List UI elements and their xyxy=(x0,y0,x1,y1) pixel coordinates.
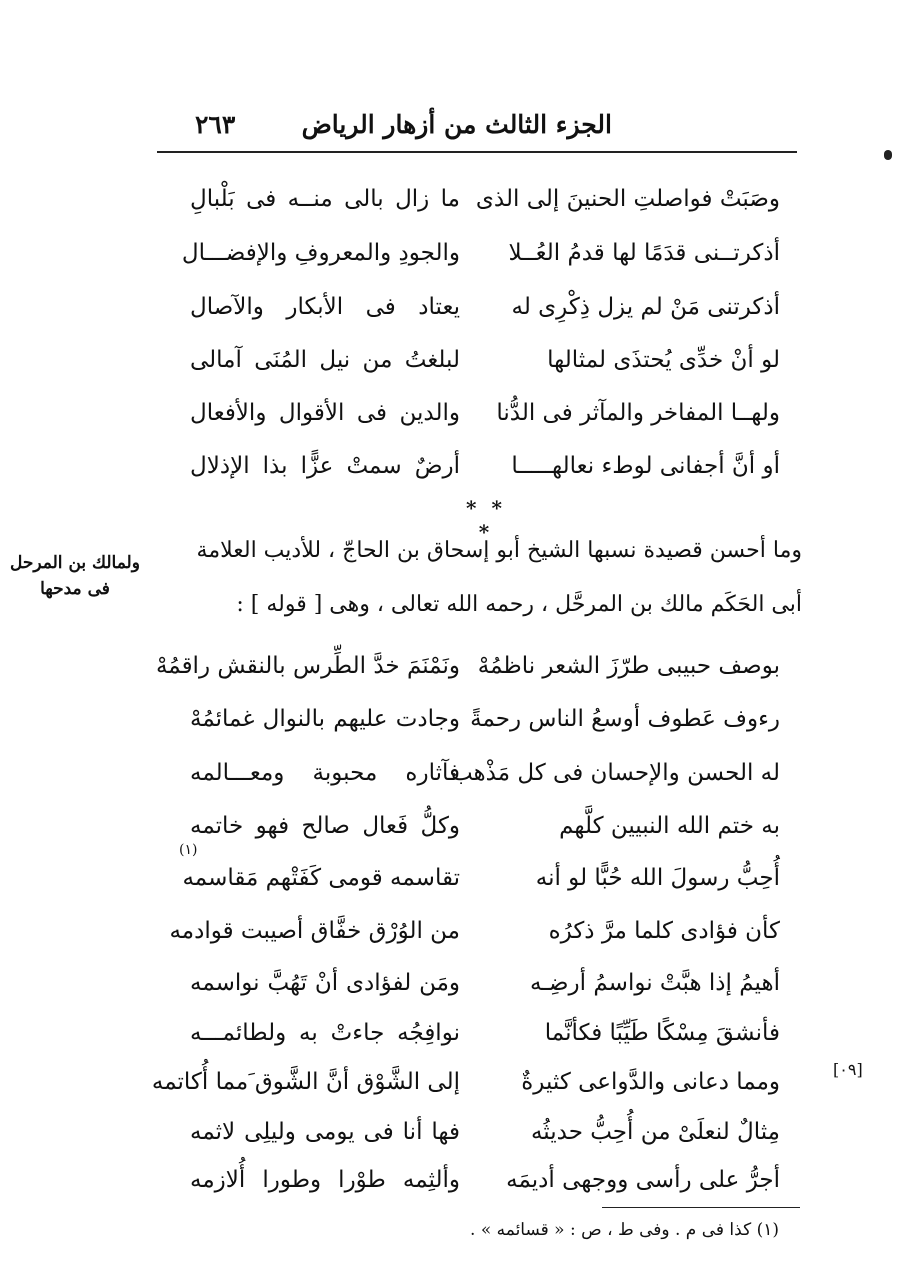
second-hemistich: لبلغتُ من نيل المُنَى آمالى xyxy=(190,347,460,373)
verse-row xyxy=(150,1012,800,1062)
second-hemistich: وجادت عليهم بالنوال غمائمُهْ xyxy=(190,706,460,732)
first-hemistich: له الحسن والإحسان فى كل مَذْهب xyxy=(450,760,780,786)
verse-row xyxy=(150,698,800,748)
footnote-rule xyxy=(602,1207,800,1208)
second-hemistich: ما زال بالى منــه فى بَلْبالِ xyxy=(190,186,460,212)
footnote-reference[interactable]: (١) xyxy=(179,842,198,858)
margin-page-reference: [٠٩] xyxy=(833,1060,863,1079)
first-hemistich: أُحِبُّ رسولَ الله حُبًّا لو أنه xyxy=(535,865,780,891)
second-hemistich: وكلُّ فَعال صالح فهو خاتمه xyxy=(190,813,460,839)
second-hemistich: نوافِجُه جاءتْ به ولطائمـــه xyxy=(190,1020,460,1046)
first-hemistich: أذكرتــنى قدَمًا لها قدمُ العُــلا xyxy=(508,240,780,266)
verse-row xyxy=(150,286,800,336)
verse-row xyxy=(150,962,800,1012)
verse-row xyxy=(150,910,800,960)
verse-row xyxy=(150,178,800,228)
first-hemistich: لو أنْ خدِّى يُحتذَى لمثالها xyxy=(547,347,780,373)
second-hemistich: والدين فى الأقوال والأفعال xyxy=(190,400,460,426)
first-hemistich: وصَبَتْ فواصلتِ الحنينَ إلى الذى xyxy=(475,186,780,212)
margin-note-line: ولمالك بن المرحل xyxy=(10,553,140,573)
verse-row xyxy=(150,445,800,495)
verse-row xyxy=(150,805,800,855)
second-hemistich: من الوُرْق خفَّاق أصيبت قوادمه xyxy=(169,918,460,944)
header-rule xyxy=(157,151,797,153)
verse-row xyxy=(150,1111,800,1161)
first-hemistich: أهيمُ إذا هبَّتْ نواسمُ أرضِـه xyxy=(529,970,780,996)
second-hemistich: أرضٌ سمتْ عزًّا بذا الإذلال xyxy=(190,453,460,479)
verse-row xyxy=(150,232,800,282)
second-hemistich: إلى الشَّوْق أنَّ الشَّوق َمما أُكاتمه xyxy=(151,1069,460,1095)
second-hemistich: يعتاد فى الأبكار والآصال xyxy=(190,294,460,320)
first-hemistich: ومما دعانى والدَّواعى كثيرةٌ xyxy=(521,1069,780,1095)
second-hemistich: ومَن لفؤادى أنْ تَهُبَّ نواسمه xyxy=(190,970,460,996)
verse-row xyxy=(150,392,800,442)
second-hemistich: ونَمْنَمَ خدَّ الطِّرس بالنقش راقمُهْ xyxy=(155,653,460,679)
verse-row xyxy=(150,645,800,695)
running-title: الجزء الثالث من أزهار الرياض xyxy=(301,110,612,139)
first-hemistich: رءوف عَطوف أوسعُ الناس رحمةً xyxy=(470,706,780,732)
first-hemistich: أجرُّ على رأسى ووجهى أديمَه xyxy=(506,1167,780,1193)
second-hemistich: فها أنا فى يومى وليلِى لاثمه xyxy=(190,1119,460,1145)
footnote: (١) كذا فى م . وفى ط ، ص : « قسائمه » . xyxy=(470,1220,779,1240)
page-number: ٢٦٣ xyxy=(195,110,236,139)
prose-line: وما أحسن قصيدة نسبها الشيخ أبو إسحاق بن الحاجّ ، للأديب العلامة xyxy=(196,538,802,563)
margin-ink-mark xyxy=(884,150,892,160)
first-hemistich: به ختم الله النبيين كلَّهم xyxy=(559,813,780,839)
section-separator: * * * xyxy=(466,496,506,544)
second-hemistich: فآثاره محبوبة ومعـــالمه xyxy=(190,760,460,786)
first-hemistich: بوصف حبيبى طرّزَ الشعر ناظمُهْ xyxy=(477,653,780,679)
first-hemistich: أو أنَّ أجفانى لوطء نعالهـــــا xyxy=(511,453,780,479)
first-hemistich: ولهــا المفاخر والمآثر فى الدُّنا xyxy=(496,400,780,426)
first-hemistich: كأن فؤادى كلما مرَّ ذكرُه xyxy=(548,918,780,944)
verse-row xyxy=(150,857,800,907)
verse-row xyxy=(150,752,800,802)
page-header xyxy=(157,108,797,148)
verse-row xyxy=(150,1159,800,1209)
verse-row xyxy=(150,1061,800,1111)
margin-note-line: فى مدحها xyxy=(40,579,110,599)
first-hemistich: مِثالٌ لنعلَىْ من أُحِبُّ حديثُه xyxy=(530,1119,780,1145)
second-hemistich: والجودِ والمعروفِ والإفضـــال xyxy=(181,240,460,266)
prose-line: أبى الحَكَم مالك بن المرحَّل ، رحمه الله تعالى ، وهى [ قوله ] : xyxy=(236,592,802,617)
margin-note xyxy=(5,550,145,602)
first-hemistich: أذكرتنى مَنْ لم يزل ذِكْرِى له xyxy=(511,294,780,320)
second-hemistich: تقاسمه قومى كَفَتْهم مَقاسمه xyxy=(182,865,460,891)
second-hemistich: وألثِمه طوْرا وطورا أُلازمه xyxy=(190,1167,460,1193)
verse-row xyxy=(150,339,800,389)
first-hemistich: فأنشقَ مِسْكًا طَيِّبًا فكأنَّما xyxy=(544,1020,780,1046)
